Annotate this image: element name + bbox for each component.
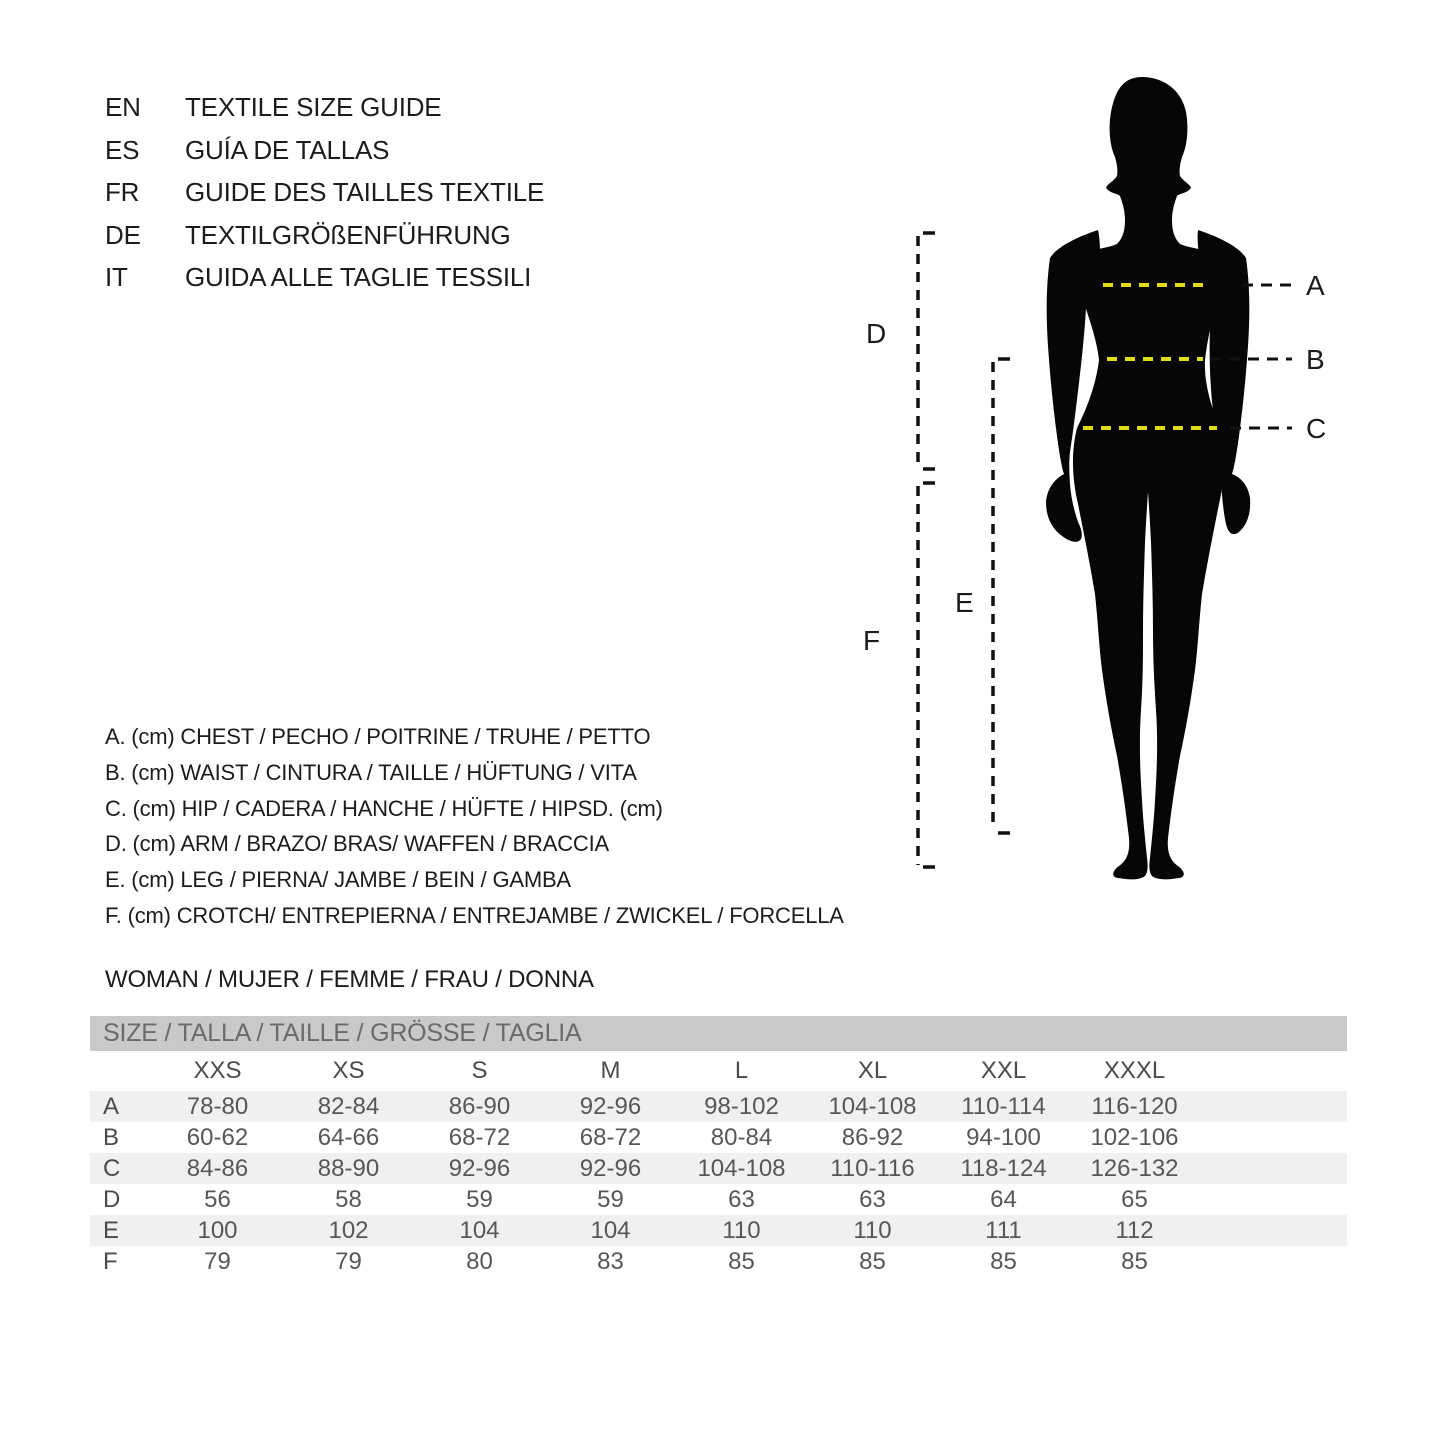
measurement-figure (850, 60, 1410, 940)
table-row-F (90, 1246, 1347, 1277)
size-value: 92-96 (448, 1154, 511, 1182)
row-label: A (103, 1092, 120, 1120)
measure-label-arm: D (866, 318, 887, 349)
table-row-B (90, 1122, 1347, 1153)
row-label: E (103, 1216, 120, 1244)
row-label: F (103, 1247, 118, 1275)
size-col-header: XL (857, 1057, 888, 1084)
measure-label-crotch: F (863, 625, 881, 656)
size-value: 111 (985, 1216, 1022, 1244)
size-col-header: XXXL (1103, 1057, 1166, 1084)
woman-figure-svg (850, 60, 1410, 940)
gender-heading: WOMAN / MUJER / FEMME / FRAU / DONNA (105, 966, 594, 993)
size-value: 64 (990, 1185, 1017, 1213)
size-value: 126-132 (1090, 1154, 1179, 1182)
measure-legend (105, 719, 844, 934)
size-value: 60-62 (186, 1123, 249, 1151)
size-value: 118-124 (960, 1154, 1047, 1182)
size-value: 82-84 (317, 1092, 380, 1120)
size-col-header: L (734, 1057, 749, 1084)
size-value: 56 (204, 1185, 231, 1213)
size-value: 104 (459, 1216, 500, 1244)
measure-label-leg: E (955, 587, 974, 618)
size-value: 59 (597, 1185, 624, 1213)
size-value: 83 (597, 1247, 624, 1275)
size-value: 63 (859, 1185, 886, 1213)
measure-label-waist: B (1306, 344, 1325, 375)
lang-row-it (105, 256, 544, 299)
size-value: 68-72 (448, 1123, 511, 1151)
size-value: 86-90 (448, 1092, 511, 1120)
size-col-header: XXS (193, 1057, 242, 1084)
woman-silhouette (1061, 77, 1236, 879)
size-value: 85 (859, 1247, 886, 1275)
legend-leg: E. (cm) LEG / PIERNA/ JAMBE / BEIN / GAMBA (105, 867, 571, 893)
lang-row-es (105, 129, 544, 172)
row-label: D (103, 1185, 121, 1213)
lang-title: GUÍA DE TALLAS (185, 134, 390, 165)
size-value: 100 (197, 1216, 238, 1244)
size-value: 92-96 (579, 1154, 642, 1182)
size-value: 102-106 (1090, 1123, 1179, 1151)
lang-row-fr (105, 171, 544, 214)
lang-title: TEXTILGRÖßENFÜHRUNG (185, 219, 511, 250)
size-value: 102 (328, 1216, 369, 1244)
legend-arm: D. (cm) ARM / BRAZO/ BRAS/ WAFFEN / BRACCIA (105, 831, 609, 857)
lang-row-en (105, 86, 544, 129)
size-value: 112 (1115, 1216, 1154, 1244)
table-row-A (90, 1091, 1347, 1122)
lang-code: EN (105, 92, 141, 122)
size-value: 80 (466, 1247, 493, 1275)
size-value: 104-108 (828, 1092, 917, 1120)
size-value: 110-116 (830, 1154, 915, 1182)
size-value: 84-86 (186, 1154, 249, 1182)
size-value: 92-96 (579, 1092, 642, 1120)
lang-code: ES (105, 134, 140, 165)
size-value: 104-108 (697, 1154, 786, 1182)
size-col-header: XS (332, 1057, 365, 1084)
measure-label-hip: C (1306, 413, 1327, 444)
table-row-E (90, 1215, 1347, 1246)
size-value: 110 (853, 1216, 892, 1244)
lang-title: TEXTILE SIZE GUIDE (185, 92, 442, 122)
size-value: 104 (590, 1216, 631, 1244)
size-col-header: M (600, 1057, 621, 1084)
lang-code: FR (105, 177, 140, 208)
size-table-header-bar: SIZE / TALLA / TAILLE / GRÖSSE / TAGLIA (90, 1016, 1347, 1051)
size-value: 85 (1121, 1247, 1148, 1275)
size-value: 63 (728, 1185, 755, 1213)
size-value: 79 (335, 1247, 362, 1275)
size-value: 58 (335, 1185, 362, 1213)
table-row-C (90, 1153, 1347, 1184)
size-value: 80-84 (710, 1123, 773, 1151)
size-value: 110 (722, 1216, 761, 1244)
size-value: 65 (1121, 1185, 1148, 1213)
size-table (90, 1016, 1347, 1277)
row-label: B (103, 1123, 120, 1151)
row-label: C (103, 1154, 121, 1182)
size-value: 78-80 (186, 1092, 249, 1120)
lang-title: GUIDE DES TAILLES TEXTILE (185, 177, 545, 208)
legend-crotch: F. (cm) CROTCH/ ENTREPIERNA / ENTREJAMBE / ZWICKEL / FORCELLA (105, 902, 844, 928)
size-table-body (90, 1051, 1347, 1277)
size-header-row (90, 1051, 1347, 1091)
size-value: 88-90 (317, 1154, 380, 1182)
size-value: 59 (466, 1185, 493, 1213)
legend-waist: B. (cm) WAIST / CINTURA / TAILLE / HÜFTUNG / VITA (105, 759, 637, 785)
size-value: 85 (728, 1247, 755, 1275)
size-value: 85 (990, 1247, 1017, 1275)
size-value: 110-114 (961, 1092, 1046, 1120)
lang-title: GUIDA ALLE TAGLIE TESSILI (185, 262, 532, 293)
lang-code: DE (105, 219, 141, 250)
size-value: 94-100 (966, 1123, 1041, 1151)
size-col-header: XXL (980, 1057, 1027, 1084)
lang-code: IT (105, 262, 128, 293)
size-value: 68-72 (579, 1123, 642, 1151)
legend-hip: C. (cm) HIP / CADERA / HANCHE / HÜFTE / HIPSD. (cm) (105, 795, 663, 821)
lang-row-de (105, 214, 544, 257)
legend-chest: A. (cm) CHEST / PECHO / POITRINE / TRUHE / PETTO (105, 724, 651, 749)
table-row-D (90, 1184, 1347, 1215)
language-title-block (105, 86, 544, 299)
size-value: 86-92 (841, 1123, 904, 1151)
size-value: 98-102 (704, 1092, 779, 1120)
size-value: 79 (204, 1247, 231, 1275)
size-value: 64-66 (317, 1123, 380, 1151)
measure-label-chest: A (1306, 270, 1325, 301)
size-value: 116-120 (1091, 1092, 1178, 1120)
size-col-header: S (471, 1057, 488, 1084)
